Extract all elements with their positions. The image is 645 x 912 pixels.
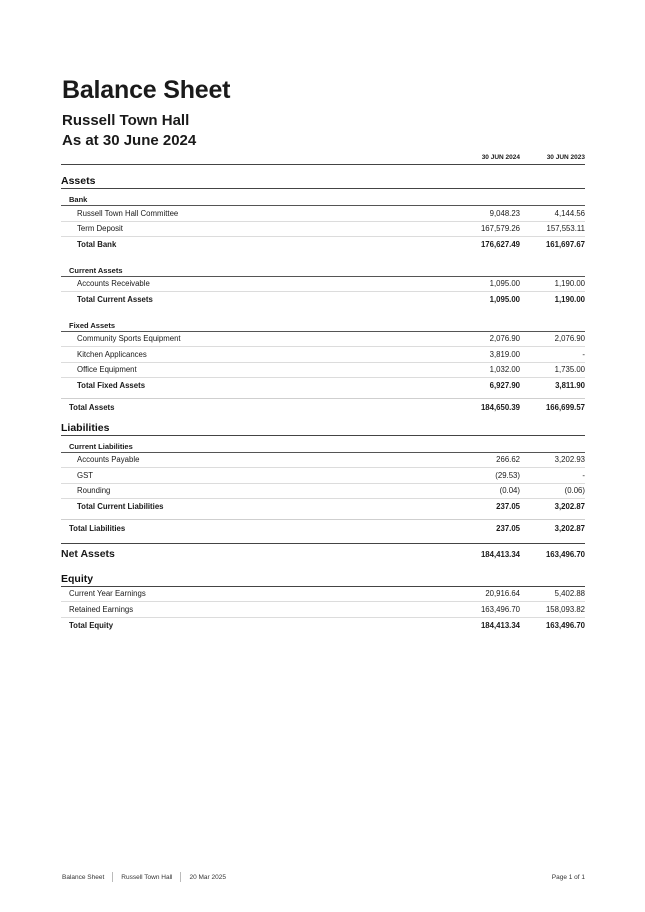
row-value-2024: 1,095.00: [489, 279, 520, 289]
row-value-2024: 184,650.39: [480, 402, 520, 412]
row-value-2024: (0.04): [499, 486, 520, 496]
row-value-2024: 237.05: [496, 523, 520, 533]
net-assets-row: [61, 543, 585, 565]
total-row-fixed-assets: [61, 378, 585, 394]
total-row-assets: [61, 398, 585, 416]
row-value-2023: 3,202.87: [554, 523, 585, 533]
table-row: [61, 453, 585, 469]
row-value-2023: 157,553.11: [546, 224, 585, 234]
table-row: [61, 468, 585, 484]
page-title: Balance Sheet: [62, 76, 231, 104]
total-row-liabilities: [61, 519, 585, 537]
table-row: [61, 222, 585, 238]
row-label: Total Assets: [69, 402, 115, 412]
row-value-2023: 4,144.56: [554, 208, 585, 218]
row-value-2024: 1,095.00: [489, 295, 520, 305]
row-label: Total Current Assets: [77, 295, 153, 305]
row-value-2024: 2,076.90: [489, 334, 520, 344]
table-row: [61, 206, 585, 222]
footer-organisation: Russell Town Hall: [121, 873, 173, 881]
section-title-equity: Equity: [61, 573, 585, 587]
row-label: Total Current Liabilities: [77, 502, 164, 512]
row-value-2024: 163,496.70: [480, 604, 520, 614]
table-row: [61, 484, 585, 500]
row-value-2024: 237.05: [496, 502, 520, 512]
table-row: [61, 332, 585, 348]
row-label: Kitchen Applicances: [77, 349, 147, 359]
row-value-2024: 6,927.90: [489, 381, 520, 391]
table-row: [61, 347, 585, 363]
footer-report-name: Balance Sheet: [62, 873, 105, 881]
row-value-2023: 166,699.57: [545, 402, 585, 412]
row-value-2024: (29.53): [495, 470, 520, 480]
row-label: Current Year Earnings: [69, 589, 146, 599]
page-footer: [62, 872, 585, 882]
table-row: [61, 587, 585, 603]
subsection-title-bank: Bank: [61, 194, 585, 206]
row-value-2024: 1,032.00: [489, 365, 520, 375]
row-value-2023: 1,190.00: [554, 279, 585, 289]
row-label: Total Equity: [69, 620, 114, 630]
row-value-2023: 163,496.70: [545, 549, 585, 559]
row-value-2024: 266.62: [496, 455, 520, 465]
total-row-current-assets: [61, 292, 585, 308]
row-value-2023: 3,202.93: [554, 455, 585, 465]
column-header-2023: 30 JUN 2023: [546, 154, 585, 161]
row-value-2023: -: [582, 349, 585, 359]
report-date: As at 30 June 2024: [62, 132, 197, 149]
total-row-equity: [61, 618, 585, 634]
row-value-2023: -: [582, 470, 585, 480]
footer-divider: [180, 872, 181, 882]
row-value-2024: 184,413.34: [480, 549, 520, 559]
subsection-title-current-liabilities: Current Liabilities: [61, 441, 585, 453]
footer-page-number: Page 1 of 1: [551, 873, 585, 881]
row-label: Office Equipment: [77, 365, 137, 375]
section-title-liabilities: Liabilities: [61, 422, 585, 436]
column-header-2024: 30 JUN 2024: [481, 154, 520, 161]
row-label: Russell Town Hall Committee: [77, 208, 179, 218]
table-row: [61, 363, 585, 379]
row-value-2024: 176,627.49: [480, 240, 520, 250]
row-value-2023: 1,735.00: [554, 365, 585, 375]
organisation-name: Russell Town Hall: [62, 112, 190, 129]
table-row: [61, 277, 585, 293]
row-label: Accounts Receivable: [77, 279, 150, 289]
balance-sheet-table: [61, 151, 585, 633]
row-value-2024: 20,916.64: [485, 589, 520, 599]
row-label: Total Bank: [77, 240, 117, 250]
row-value-2024: 167,579.26: [480, 224, 520, 234]
row-value-2023: 5,402.88: [554, 589, 585, 599]
row-value-2023: 3,811.90: [555, 381, 585, 391]
row-label: Community Sports Equipment: [77, 334, 181, 344]
section-title-assets: Assets: [61, 175, 585, 189]
column-headers: [61, 151, 585, 165]
row-label: GST: [77, 470, 94, 480]
row-label: Term Deposit: [77, 224, 123, 234]
row-value-2024: 3,819.00: [489, 349, 520, 359]
row-value-2023: 2,076.90: [554, 334, 585, 344]
footer-date: 20 Mar 2025: [189, 873, 226, 881]
row-value-2023: 163,496.70: [545, 620, 585, 630]
row-value-2023: 161,697.67: [545, 240, 585, 250]
total-row-current-liabilities: [61, 499, 585, 515]
row-label: Retained Earnings: [69, 604, 134, 614]
row-value-2023: 1,190.00: [554, 295, 585, 305]
total-row-bank: [61, 237, 585, 253]
row-value-2023: (0.06): [564, 486, 585, 496]
row-label: Accounts Payable: [77, 455, 140, 465]
row-value-2023: 3,202.87: [554, 502, 585, 512]
subsection-title-current-assets: Current Assets: [61, 265, 585, 277]
row-label: Total Fixed Assets: [77, 381, 146, 391]
row-value-2024: 9,048.23: [489, 208, 520, 218]
row-label: Net Assets: [61, 548, 115, 560]
row-value-2024: 184,413.34: [480, 620, 520, 630]
row-label: Total Liabilities: [69, 523, 126, 533]
row-value-2023: 158,093.82: [545, 604, 585, 614]
row-label: Rounding: [77, 486, 111, 496]
subsection-title-fixed-assets: Fixed Assets: [61, 320, 585, 332]
footer-divider: [112, 872, 113, 882]
table-row: [61, 602, 585, 618]
